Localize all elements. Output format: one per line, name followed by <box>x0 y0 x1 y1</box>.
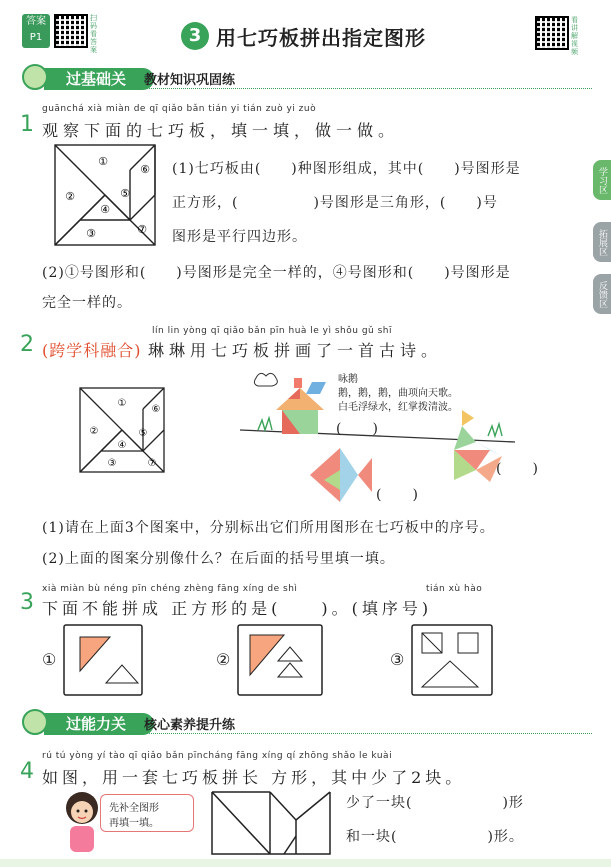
poem-line-2: 白毛浮绿水，红掌拨清波。 <box>338 402 458 413</box>
q2-pinyin: lín lin yòng qī qiǎo bǎn pīn huà le yì shǒu gǔ shī <box>152 326 392 336</box>
cloud-icon <box>254 373 277 386</box>
q3-option-1[interactable]: ① <box>42 650 58 669</box>
q2-label-1: ① <box>117 398 127 409</box>
q1-text: 观察下面的七巧板，填一填，做一做。 <box>42 121 400 140</box>
q1-number: 1 <box>20 112 34 137</box>
q4-answer-1[interactable]: 少了一块( )形 <box>346 795 524 811</box>
footer-strip <box>0 859 611 867</box>
q2-blank-duck[interactable]: ( ) <box>496 461 539 477</box>
qr-code-right[interactable] <box>535 16 569 50</box>
girl-icon <box>60 788 104 858</box>
section-basic-title: 过基础关 <box>44 68 154 90</box>
q2-number: 2 <box>20 332 34 357</box>
scan-hint-left: 扫码看答案 <box>90 14 97 54</box>
q1-tangram <box>55 145 155 245</box>
q2-label-4: ④ <box>117 440 127 451</box>
q1-label-1: ① <box>98 155 108 168</box>
q2-label-5: ⑤ <box>138 428 148 439</box>
tab-extend[interactable]: 拓展区 <box>593 222 611 262</box>
leaf-icon <box>22 709 48 735</box>
house-icon <box>276 378 326 434</box>
q3-pinyin: xià miàn bù néng pīn chéng zhèng fāng xíng de shì <box>42 584 298 594</box>
qr-code-left[interactable] <box>54 14 88 48</box>
q2-sub2: (2)上面的图案分别像什么？在后面的括号里填一填。 <box>42 551 395 567</box>
section-ability <box>22 713 592 735</box>
q2-tag: (跨学科融合) <box>42 341 142 360</box>
q3-text: 下面不能拼成 正方形的是( )。(填序号) <box>42 599 433 618</box>
hint-line-1: 先补全图形 <box>109 803 159 814</box>
page-tag: P1 <box>29 32 43 43</box>
q4-rectangle-figure <box>212 792 330 856</box>
q1-p1-line2: 正方形，( )号图形是三角形，( )号 <box>172 195 498 211</box>
q1-p1-line3: 图形是平行四边形。 <box>172 229 307 245</box>
q2-blank-house[interactable]: ( ) <box>336 421 379 437</box>
q1-p2-line1: (2)①号图形和( )号图形是完全一样的，④号图形和( )号图形是 <box>42 265 511 281</box>
q1-p2-line2: 完全一样的。 <box>42 295 132 311</box>
section-basic <box>22 68 592 90</box>
q3-figure-1 <box>64 625 142 695</box>
q1-label-2: ② <box>65 190 75 203</box>
q2-label-2: ② <box>89 426 99 437</box>
q3-option-2[interactable]: ② <box>216 650 232 669</box>
tab-feedback[interactable]: 反馈区 <box>593 274 611 314</box>
duck-icon <box>454 410 502 482</box>
scan-hint-right: 看讲解视频 <box>571 16 578 56</box>
q2-sub1: (1)请在上面3个图案中，分别标出它们所用图形在七巧板中的序号。 <box>42 520 495 536</box>
leaf-icon <box>22 64 48 90</box>
q3-number: 3 <box>20 590 34 615</box>
section-basic-subtitle: 教材知识巩固练 <box>144 73 236 88</box>
tab-study[interactable]: 学习区 <box>593 160 611 200</box>
answer-tag[interactable] <box>22 14 50 48</box>
q1-p1-line1: (1)七巧板由( )种图形组成，其中( )号图形是 <box>172 161 521 177</box>
q2-tangram <box>80 388 164 472</box>
section-ability-title: 过能力关 <box>44 713 154 735</box>
q1-label-7: ⑦ <box>137 223 147 236</box>
q1-label-3: ③ <box>86 227 96 240</box>
q4-pinyin: rú tú yòng yí tào qī qiǎo bǎn pīncháng fāng xíng qí zhōng shǎo le kuài <box>42 751 393 761</box>
hint-bubble <box>100 794 194 832</box>
q4-answer-2[interactable]: 和一块( )形。 <box>346 829 524 845</box>
q4-text: 如图，用一套七巧板拼长 方形，其中少了2块。 <box>42 768 466 787</box>
fish-icon <box>310 448 372 502</box>
answer-tag-label: 答案 <box>26 16 46 27</box>
q3-pinyin-2: tián xù hào <box>426 584 483 594</box>
grass-icon <box>258 418 272 430</box>
q4-number: 4 <box>20 759 34 784</box>
q3-figure-3 <box>412 625 492 695</box>
hint-line-2: 再填一填。 <box>109 818 159 829</box>
q3-figure-2 <box>238 625 322 695</box>
q2-label-3: ③ <box>107 458 117 469</box>
poem-line-1: 鹅，鹅，鹅，曲项向天歌。 <box>338 388 458 399</box>
q2-label-6: ⑥ <box>151 404 161 415</box>
q1-pinyin: guānchá xià miàn de qī qiǎo bǎn tián yi tián zuò yi zuò <box>42 104 317 114</box>
q1-label-5: ⑤ <box>120 187 130 200</box>
q3-option-3[interactable]: ③ <box>390 650 406 669</box>
lesson-number: 3 <box>181 22 209 50</box>
q1-label-6: ⑥ <box>140 163 150 176</box>
q2-text: 琳琳用七巧板拼画了一首古诗。 <box>148 341 443 360</box>
q1-label-4: ④ <box>100 203 110 216</box>
section-ability-subtitle: 核心素养提升练 <box>144 718 236 733</box>
q2-blank-fish[interactable]: ( ) <box>376 487 419 503</box>
poem-title: 咏鹅 <box>338 374 358 385</box>
page-title: 用七巧板拼出指定图形 <box>216 26 426 50</box>
q2-label-7: ⑦ <box>147 458 157 469</box>
